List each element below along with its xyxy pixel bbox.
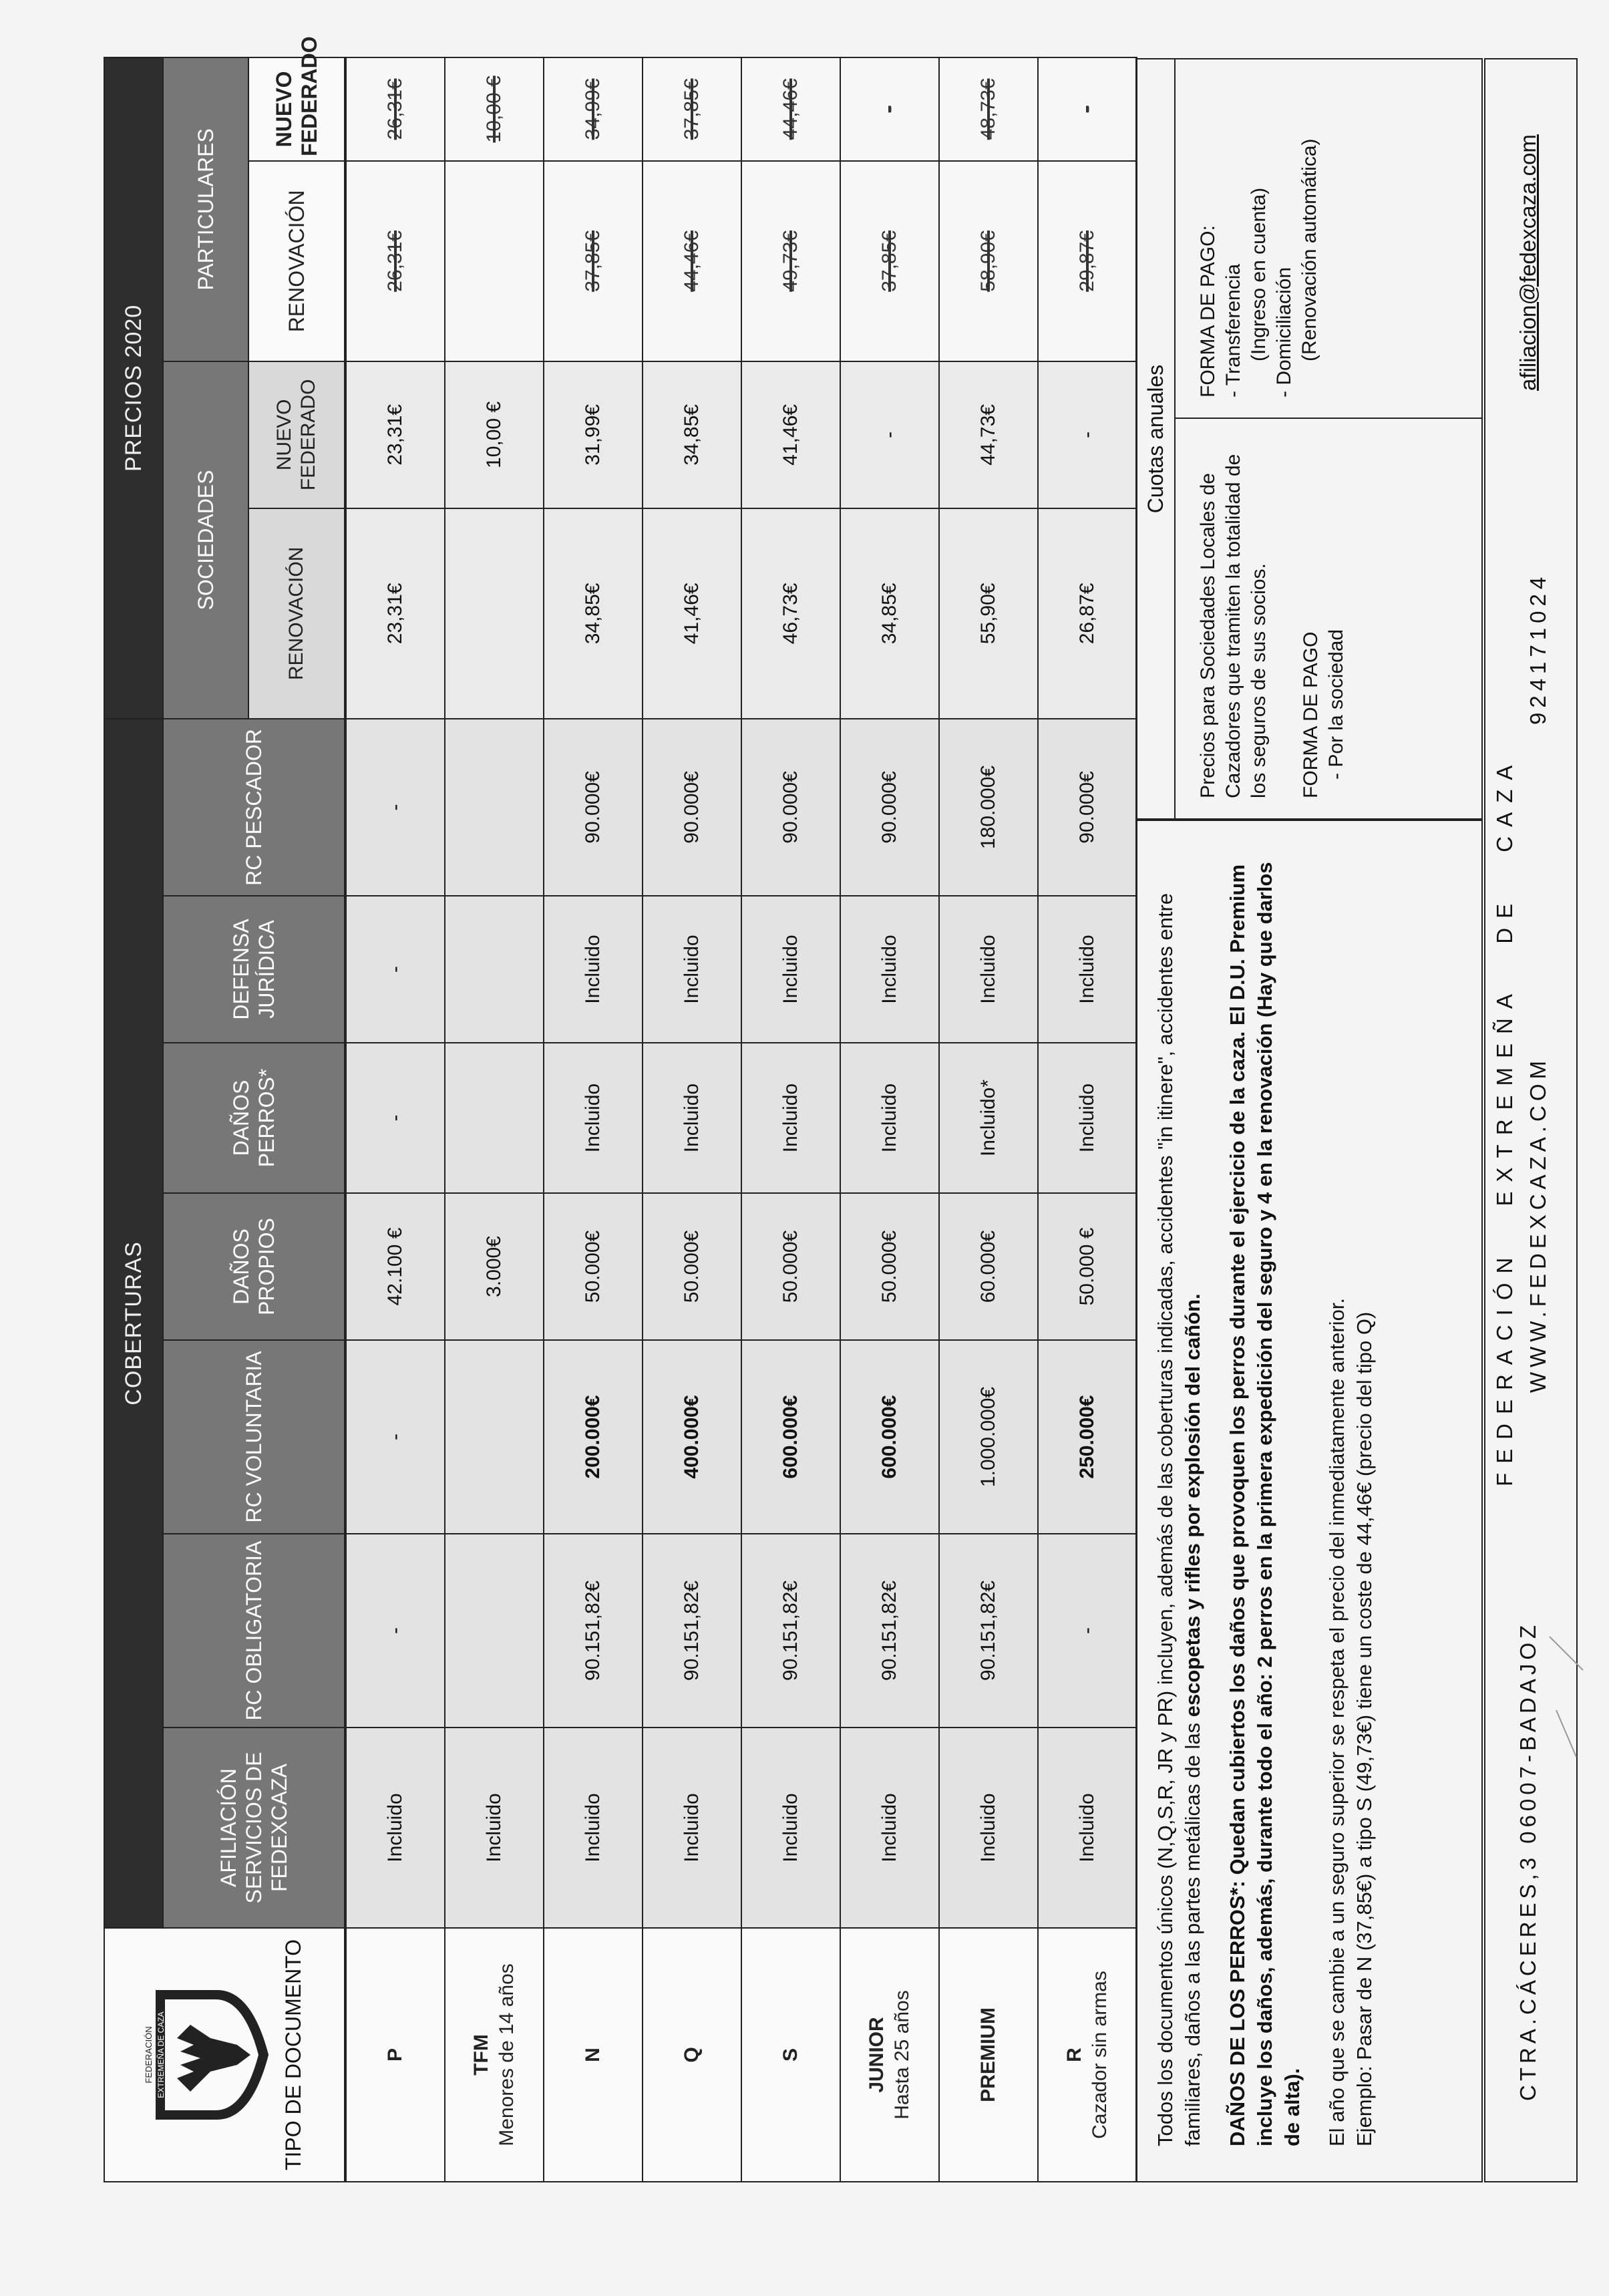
rc-pescador-cell xyxy=(445,719,544,896)
sociedades-payment-info xyxy=(1176,418,1483,818)
table-row xyxy=(741,57,840,2182)
danos-perros-cell: Incluido xyxy=(1038,1043,1137,1193)
danos-propios-cell: 3.000€ xyxy=(445,1193,544,1340)
doc-type-cell xyxy=(939,1928,1038,2182)
doc-type-cell xyxy=(544,1928,643,2182)
danos-propios-cell: 50.000 € xyxy=(1038,1193,1137,1340)
notes-box xyxy=(1135,820,1483,2182)
col-rc-obligatoria: RC OBLIGATORIA xyxy=(163,1534,345,1728)
soc-nuevo-cell: 34,85€ xyxy=(643,361,741,508)
danos-perros-cell: Incluido xyxy=(741,1043,840,1193)
annual-fees-title: Cuotas anuales xyxy=(1137,59,1176,818)
rc-voluntaria-cell: 1.000.000€ xyxy=(939,1340,1038,1534)
soc-nuevo-cell: 44,73€ xyxy=(939,361,1038,508)
soc-nuevo-cell: - xyxy=(1038,361,1137,508)
doc-type-cell xyxy=(840,1928,939,2182)
note-upgrade-text: El año que se cambie a un seguro superior se respeta el precio del inmediatamente anterior. xyxy=(1325,1297,1349,2146)
note-upgrade xyxy=(1323,848,1378,2146)
col-danos-perros: DAÑOS PERROS* xyxy=(163,1043,345,1193)
doc-type-cell xyxy=(643,1928,741,2182)
afiliacion-cell: Incluido xyxy=(741,1728,840,1928)
par-renovacion-cell: 49,73€ xyxy=(741,161,840,361)
danos-propios-cell: 50.000€ xyxy=(840,1193,939,1340)
rc-pescador-cell: 180.000€ xyxy=(939,719,1038,896)
table-row xyxy=(840,57,939,2182)
afiliacion-cell: Incluido xyxy=(346,1728,445,1928)
defensa-juridica-cell: Incluido xyxy=(741,896,840,1043)
afiliacion-cell: Incluido xyxy=(939,1728,1038,1928)
doc-type-name: N xyxy=(582,2047,604,2062)
logo-header-cell xyxy=(104,1928,345,2182)
precios-header: PRECIOS 2020 xyxy=(104,57,163,719)
doc-type-subtitle: Hasta 25 años xyxy=(891,1990,913,2120)
rc-voluntaria-cell: 600.000€ xyxy=(840,1340,939,1534)
sociedades-price-note: Precios para Sociedades Locales de Cazadores que tramiten la totalidad de los seguros de sus socios. xyxy=(1197,454,1270,798)
sociedades-payment-method: - Por la sociedad xyxy=(1325,629,1347,780)
rc-obligatoria-cell: 90.151,82€ xyxy=(643,1534,741,1728)
par-renovacion-cell: 44,46€ xyxy=(643,161,741,361)
afiliacion-cell: Incluido xyxy=(544,1728,643,1928)
defensa-juridica-cell: Incluido xyxy=(840,896,939,1043)
afiliacion-cell: Incluido xyxy=(445,1728,544,1928)
note-coverage-text: Todos los documentos únicos (N,Q,S,R, JR y PR) incluyen, además de las coberturas indicadas, accidentes "in itinere", accidentes entre familiares, daños a las partes metálicas de las xyxy=(1153,892,1204,2146)
par-nuevo-cell: - xyxy=(1038,57,1137,161)
danos-propios-cell: 42.100 € xyxy=(346,1193,445,1340)
doc-type-subtitle: Menores de 14 años xyxy=(496,1963,518,2146)
footer-org: FEDERACIÓN EXTREMEÑA DE CAZA xyxy=(1492,756,1517,1486)
price-table-wrapper xyxy=(104,36,1137,2182)
doc-type-name: S xyxy=(779,2048,801,2062)
defensa-juridica-cell: Incluido xyxy=(544,896,643,1043)
col-rc-pescador: RC PESCADOR xyxy=(163,719,345,896)
rc-voluntaria-cell: 250.000€ xyxy=(1038,1340,1137,1534)
rc-obligatoria-cell: 90.151,82€ xyxy=(939,1534,1038,1728)
defensa-juridica-cell: Incluido xyxy=(1038,896,1137,1043)
doc-type-cell xyxy=(1038,1928,1137,2182)
soc-nuevo-cell: - xyxy=(840,361,939,508)
soc-renovacion-cell: 26,87€ xyxy=(1038,508,1137,719)
col-danos-propios: DAÑOS PROPIOS xyxy=(163,1193,345,1340)
note-coverage-bold: escopetas y rifles por explosión del cañón. xyxy=(1181,1293,1204,1717)
soc-renovacion-cell: 23,31€ xyxy=(346,508,445,719)
danos-propios-cell: 50.000€ xyxy=(643,1193,741,1340)
pen-mark-icon xyxy=(1543,1630,1596,1764)
col-par-renovacion: RENOVACIÓN xyxy=(248,161,345,361)
par-nuevo-cell: - xyxy=(840,57,939,161)
danos-perros-cell xyxy=(445,1043,544,1193)
par-nuevo-cell: 48,73€ xyxy=(939,57,1038,161)
note-dogs: DAÑOS DE LOS PERROS*: Quedan cubiertos los daños que provoquen los perros durante el ejercicio de la caza. El D.U. Premium incluye los daños, además, durante todo el año: 2 perros en la primera expedición del seguro y 4 en la renovación (Hay que darlos de alta). xyxy=(1226,862,1304,2146)
defensa-juridica-cell xyxy=(445,896,544,1043)
doc-type-cell xyxy=(346,1928,445,2182)
logo-text-bottom: EXTREMEÑA DE CAZA xyxy=(156,2011,166,2098)
payment-direct-debit: - Domiciliación xyxy=(1273,267,1295,397)
danos-perros-cell: Incluido xyxy=(643,1043,741,1193)
defensa-juridica-cell: Incluido xyxy=(643,896,741,1043)
soc-renovacion-cell: 41,46€ xyxy=(643,508,741,719)
soc-renovacion-cell: 34,85€ xyxy=(840,508,939,719)
soc-nuevo-cell: 23,31€ xyxy=(346,361,445,508)
soc-nuevo-cell: 31,99€ xyxy=(544,361,643,508)
rc-voluntaria-cell: 200.000€ xyxy=(544,1340,643,1534)
federation-logo-icon xyxy=(144,1978,271,2132)
table-row xyxy=(445,57,544,2182)
par-renovacion-cell: 26,31€ xyxy=(346,161,445,361)
sociedades-payment-title: FORMA DE PAGO xyxy=(1300,631,1322,798)
soc-renovacion-cell: 34,85€ xyxy=(544,508,643,719)
payment-transfer-detail: (Ingreso en cuenta) xyxy=(1248,187,1270,361)
rc-voluntaria-cell: 600.000€ xyxy=(741,1340,840,1534)
rc-obligatoria-cell: 90.151,82€ xyxy=(840,1534,939,1728)
soc-renovacion-cell: 55,90€ xyxy=(939,508,1038,719)
afiliacion-cell: Incluido xyxy=(643,1728,741,1928)
payment-direct-debit-detail: (Renovación automática) xyxy=(1298,138,1320,361)
doc-type-cell xyxy=(741,1928,840,2182)
par-nuevo-cell: 37,85€ xyxy=(643,57,741,161)
doc-type-name: R xyxy=(1063,2047,1085,2062)
note-coverage xyxy=(1151,848,1206,2146)
logo-text-top: FEDERACIÓN xyxy=(143,2026,154,2084)
col-soc-nuevo: NUEVO FEDERADO xyxy=(248,361,345,508)
rc-voluntaria-cell xyxy=(445,1340,544,1534)
par-renovacion-cell: 37,85€ xyxy=(840,161,939,361)
col-defensa-juridica: DEFENSA JURÍDICA xyxy=(163,896,345,1043)
par-renovacion-cell: 58,90€ xyxy=(939,161,1038,361)
danos-perros-cell: Incluido xyxy=(544,1043,643,1193)
col-soc-renovacion: RENOVACIÓN xyxy=(248,508,345,719)
soc-renovacion-cell: 46,73€ xyxy=(741,508,840,719)
footer xyxy=(1484,58,1578,2182)
price-table-body xyxy=(346,57,1137,2182)
danos-perros-cell: Incluido xyxy=(840,1043,939,1193)
afiliacion-cell: Incluido xyxy=(1038,1728,1137,1928)
rc-pescador-cell: - xyxy=(346,719,445,896)
doc-type-cell xyxy=(445,1928,544,2182)
rc-voluntaria-cell: 400.000€ xyxy=(643,1340,741,1534)
table-row xyxy=(939,57,1038,2182)
par-renovacion-cell: 37,85€ xyxy=(544,161,643,361)
table-row xyxy=(346,57,445,2182)
defensa-juridica-cell: - xyxy=(346,896,445,1043)
doc-type-name: TFM xyxy=(470,2034,492,2076)
doc-type-subtitle: Cazador sin armas xyxy=(1089,1971,1111,2139)
particulares-payment-info xyxy=(1176,59,1483,418)
par-renovacion-cell: 29,87€ xyxy=(1038,161,1137,361)
doc-type-name: P xyxy=(384,2048,406,2062)
par-nuevo-cell: 10,00 € xyxy=(445,57,544,161)
soc-renovacion-cell xyxy=(445,508,544,719)
rc-pescador-cell: 90.000€ xyxy=(643,719,741,896)
rc-obligatoria-cell: - xyxy=(346,1534,445,1728)
rc-pescador-cell: 90.000€ xyxy=(1038,719,1137,896)
particulares-payment-title: FORMA DE PAGO: xyxy=(1197,225,1219,397)
danos-propios-cell: 60.000€ xyxy=(939,1193,1038,1340)
par-nuevo-cell: 44,46€ xyxy=(741,57,840,161)
rc-obligatoria-cell: - xyxy=(1038,1534,1137,1728)
sociedades-header: SOCIEDADES xyxy=(163,361,248,719)
footer-phone: 924171024 xyxy=(1526,572,1550,725)
rc-pescador-cell: 90.000€ xyxy=(741,719,840,896)
soc-nuevo-cell: 10,00 € xyxy=(445,361,544,508)
coberturas-header: COBERTURAS xyxy=(104,719,163,1928)
rc-obligatoria-cell: 90.151,82€ xyxy=(544,1534,643,1728)
rc-voluntaria-cell: - xyxy=(346,1340,445,1534)
particulares-header: PARTICULARES xyxy=(163,57,248,361)
danos-propios-cell: 50.000€ xyxy=(741,1193,840,1340)
doc-type-name: JUNIOR xyxy=(866,2017,888,2093)
par-nuevo-cell: 34,99€ xyxy=(544,57,643,161)
rc-obligatoria-cell: 90.151,82€ xyxy=(741,1534,840,1728)
note-upgrade-example: Ejemplo: Pasar de N (37,85€) a tipo S (49,73€) tiene un coste de 44,46€ (precio del tipo Q) xyxy=(1353,1311,1376,2146)
defensa-juridica-cell: Incluido xyxy=(939,896,1038,1043)
par-renovacion-cell xyxy=(445,161,544,361)
rc-pescador-cell: 90.000€ xyxy=(840,719,939,896)
table-row xyxy=(1038,57,1137,2182)
footer-address: CTRA.CÁCERES,3 06007-BADAJOZ xyxy=(1515,1621,1540,2101)
rc-obligatoria-cell xyxy=(445,1534,544,1728)
col-rc-voluntaria: RC VOLUNTARIA xyxy=(163,1340,345,1534)
col-afiliacion: AFILIACIÓN SERVICIOS DE FEDEXCAZA xyxy=(163,1728,345,1928)
table-row xyxy=(544,57,643,2182)
tipo-documento-label: TIPO DE DOCUMENTO xyxy=(281,1939,305,2171)
col-par-nuevo: NUEVO FEDERADO xyxy=(248,57,345,161)
par-nuevo-cell: 26,31€ xyxy=(346,57,445,161)
doc-type-name: Q xyxy=(681,2047,703,2063)
danos-perros-cell: Incluido* xyxy=(939,1043,1038,1193)
footer-website[interactable]: WWW.FEDEXCAZA.COM xyxy=(1526,1056,1550,1393)
danos-perros-cell: - xyxy=(346,1043,445,1193)
annual-fees-box xyxy=(1135,58,1483,820)
afiliacion-cell: Incluido xyxy=(840,1728,939,1928)
payment-transfer: - Transferencia xyxy=(1222,263,1244,397)
doc-type-name: PREMIUM xyxy=(977,2007,999,2102)
danos-propios-cell: 50.000€ xyxy=(544,1193,643,1340)
price-table xyxy=(104,36,1137,2182)
footer-email[interactable]: afiliacion@fedexcaza.com xyxy=(1515,134,1540,391)
rc-pescador-cell: 90.000€ xyxy=(544,719,643,896)
table-row xyxy=(643,57,741,2182)
soc-nuevo-cell: 41,46€ xyxy=(741,361,840,508)
